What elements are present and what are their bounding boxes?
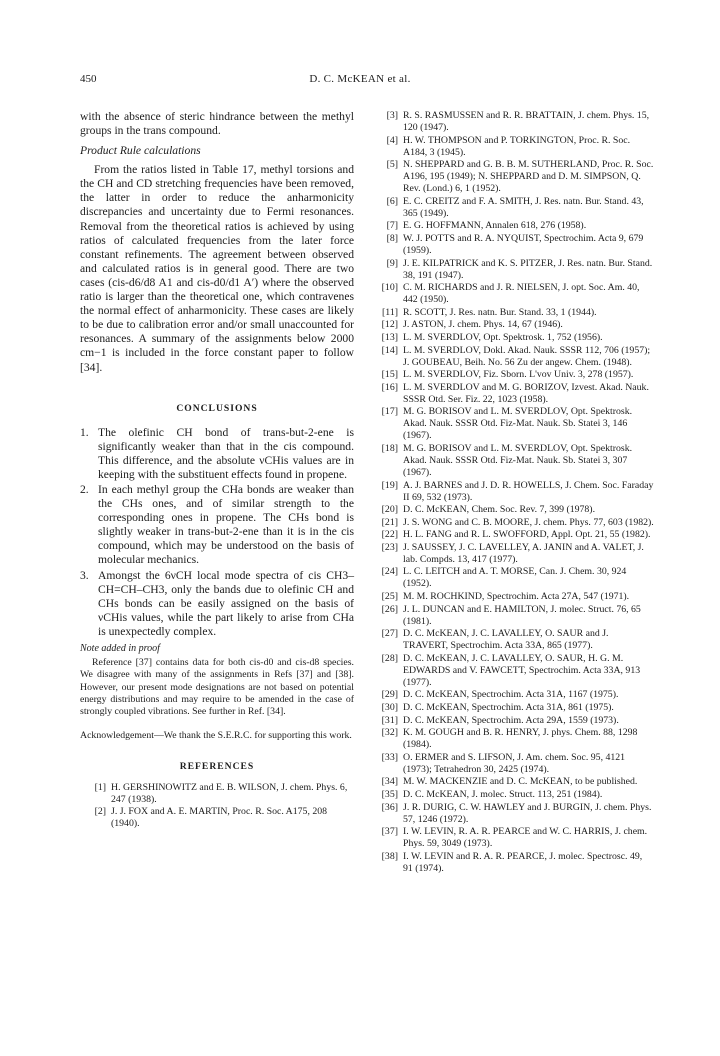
reference-item-text: J. R. DURIG, C. W. HAWLEY and J. BURGIN, J. chem. Phys. 57, 1246 (1972).: [403, 801, 652, 825]
reference-item-number: [8]: [386, 232, 398, 244]
reference-item-number: [36]: [381, 801, 398, 813]
intro-paragraph: with the absence of steric hindrance between the methyl groups in the trans compound.: [80, 110, 354, 138]
reference-item: [372, 789, 654, 801]
reference-item-number: [6]: [386, 195, 398, 207]
reference-item-text: D. C. McKEAN, Spectrochim. Acta 31A, 861 (1975).: [403, 702, 614, 714]
reference-item-number: [4]: [386, 134, 398, 146]
subsection-heading: Product Rule calculations: [80, 144, 201, 158]
reference-item: [372, 345, 654, 369]
reference-item-text: M. M. ROCHKIND, Spectrochim. Acta 27A, 547 (1971).: [403, 591, 630, 603]
reference-item-number: [35]: [381, 789, 398, 800]
conclusion-item: [80, 483, 354, 568]
reference-item-number: [32]: [381, 727, 398, 739]
reference-item: [80, 806, 354, 830]
reference-item-text: R. S. RASMUSSEN and R. R. BRATTAIN, J. chem. Phys. 15, 120 (1947).: [403, 110, 650, 133]
reference-item-text: L. M. SVERDLOV, Fiz. Sborn. L'vov Univ. 3, 278 (1957).: [403, 369, 634, 381]
reference-item-number: [12]: [381, 319, 398, 331]
reference-item: [372, 542, 654, 566]
reference-item-number: [20]: [381, 504, 398, 516]
reference-item-text: J. E. KILPATRICK and K. S. PITZER, J. Res. natn. Bur. Stand. 38, 191 (1947).: [403, 257, 653, 281]
reference-item: [372, 159, 654, 195]
reference-item-number: [16]: [381, 381, 398, 393]
reference-item: [372, 715, 654, 727]
conclusion-item-text: Amongst the 6νCH local mode spectra of cis CH3–CH=CH–CH3, only the bands due to olefinic CH and CHs bonds can be easily assigned on the basis of νCHis values, while the part likely to arise from CHa is unexpectedly complex.: [98, 568, 354, 638]
reference-item-number: [26]: [381, 603, 398, 615]
reference-item: [372, 504, 654, 516]
note-paragraph: Reference [37] contains data for both cis-d0 and cis-d8 species. We disagree with many of the assignments in Refs [37] and [38]. However, our present mode designations are not based on potential energy distributions and may require to be amended in the case of strongly coupled vibrations. See further in Ref. [34].: [80, 657, 354, 718]
reference-item-text: J. J. FOX and A. E. MARTIN, Proc. R. Soc. A175, 208 (1940).: [111, 806, 328, 830]
running-header: D. C. McKEAN et al.: [309, 73, 411, 85]
reference-item-text: K. M. GOUGH and B. R. HENRY, J. phys. Chem. 88, 1298 (1984).: [403, 727, 638, 751]
reference-item-text: R. SCOTT, J. Res. natn. Bur. Stand. 33, 1 (1944).: [403, 306, 597, 318]
reference-item-number: [21]: [381, 516, 398, 528]
product-rule-paragraph: From the ratios listed in Table 17, methyl torsions and the CH and CD stretching frequencies have been removed, the latter in order to reduce the anharmonicity discrepancies and uncertainty due to Fermi resonances. Removal from the theoretical ratios is achieved by using ratios of calculated frequencies from the later force constant refinements. The agreement between observed and calculated ratios is in general good. There are two cases (cis-d6/d8 A1 and cis-d0/d1 A′) where the observed ratio is larger than the theoretical one, which contravenes the normal effect of anharmonicity. These cases are likely to be due to calibration error and/or small unaccounted for resonances. A summary of the assignments below 2000 cm−1 is included in the force constant paper to follow [34].: [80, 163, 354, 374]
reference-item-number: [2]: [94, 806, 106, 818]
reference-item-number: [30]: [381, 702, 398, 714]
reference-item-text: J. S. WONG and C. B. MOORE, J. chem. Phys. 77, 603 (1982).: [403, 516, 654, 528]
reference-item: [372, 826, 654, 850]
references-list-right: [372, 110, 654, 875]
reference-item-number: [15]: [381, 369, 398, 381]
reference-item: [372, 332, 654, 344]
reference-item-text: L. C. LEITCH and A. T. MORSE, Can. J. Chem. 30, 924 (1952).: [403, 566, 627, 590]
reference-item: [372, 566, 654, 590]
reference-item: [372, 591, 654, 603]
reference-item-number: [27]: [381, 628, 398, 640]
reference-item-text: D. C. McKEAN, Spectrochim. Acta 29A, 1559 (1973).: [403, 714, 619, 726]
reference-item-number: [3]: [386, 110, 398, 121]
reference-item: [372, 529, 654, 541]
reference-item: [372, 851, 654, 875]
reference-item-number: [1]: [94, 781, 106, 793]
reference-item: [80, 782, 354, 806]
reference-item-text: D. C. McKEAN, J. C. LAVALLEY, O. SAUR and J. TRAVERT, Spectrochim. Acta 33A, 865 (1977).: [403, 628, 609, 652]
reference-item: [372, 319, 654, 331]
reference-item: [372, 406, 654, 442]
reference-item-text: J. L. DUNCAN and E. HAMILTON, J. molec. Struct. 76, 65 (1981).: [403, 603, 641, 627]
reference-item-number: [31]: [381, 714, 398, 726]
reference-item: [372, 776, 654, 788]
conclusions-list: [80, 426, 354, 639]
reference-item-text: L. M. SVERDLOV and M. G. BORIZOV, Izvest. Akad. Nauk. SSSR Otd. Ser. Fiz. 22, 1023 (1958).: [403, 381, 649, 405]
conclusion-item: [80, 569, 354, 639]
reference-item: [372, 653, 654, 689]
reference-item: [372, 382, 654, 406]
reference-item-text: D. C. McKEAN, J. molec. Struct. 113, 251 (1984).: [403, 789, 603, 800]
reference-item-text: E. C. CREITZ and F. A. SMITH, J. Res. natn. Bur. Stand. 43, 365 (1949).: [403, 195, 644, 219]
reference-item-text: L. M. SVERDLOV, Dokl. Akad. Nauk. SSSR 112, 706 (1957); J. GOUBEAU, Beih. No. 56 Zu der angew. Chem. (1948).: [403, 344, 651, 368]
page-number: 450: [80, 73, 97, 85]
conclusion-item-number: 1.: [80, 425, 89, 439]
reference-item-text: L. M. SVERDLOV, Opt. Spektrosk. 1, 752 (1956).: [403, 331, 603, 343]
reference-item-text: D. C. McKEAN, Chem. Soc. Rev. 7, 399 (1978).: [403, 504, 596, 516]
reference-item-text: N. SHEPPARD and G. B. B. M. SUTHERLAND, Proc. R. Soc. A196, 195 (1949); N. SHEPPARD and D. M. SIMPSON, Q. Rev. (Lond.) 6, 1 (1952).: [403, 159, 654, 195]
reference-item-number: [34]: [381, 776, 398, 788]
reference-item: [372, 258, 654, 282]
reference-item-text: E. G. HOFFMANN, Annalen 618, 276 (1958).: [403, 220, 587, 232]
conclusion-item: [80, 426, 354, 482]
reference-item-number: [13]: [381, 331, 398, 343]
reference-item-number: [10]: [381, 282, 398, 294]
reference-item-number: [33]: [381, 751, 398, 763]
left-column: [80, 110, 354, 831]
reference-item: [372, 727, 654, 751]
reference-item: [372, 233, 654, 257]
reference-item-number: [24]: [381, 566, 398, 578]
reference-item-text: M. W. MACKENZIE and D. C. McKEAN, to be published.: [403, 776, 638, 788]
reference-item: [372, 517, 654, 529]
reference-item-number: [29]: [381, 689, 398, 701]
reference-item-number: [7]: [386, 220, 398, 232]
reference-item: [372, 480, 654, 504]
reference-item-text: D. C. McKEAN, Spectrochim. Acta 31A, 1167 (1975).: [403, 689, 619, 701]
reference-item: [372, 369, 654, 381]
reference-item: [372, 220, 654, 232]
reference-item-number: [18]: [381, 442, 398, 454]
reference-item-text: H. GERSHINOWITZ and E. B. WILSON, J. chem. Phys. 6, 247 (1938).: [111, 781, 348, 805]
note-heading: Note added in proof: [80, 643, 160, 654]
reference-item: [372, 628, 654, 652]
reference-item: [372, 282, 654, 306]
right-column: [372, 110, 654, 875]
acknowledgement: Acknowledgement—We thank the S.E.R.C. for supporting this work.: [80, 730, 352, 742]
reference-item-number: [22]: [381, 529, 398, 541]
reference-item-number: [11]: [382, 306, 398, 318]
reference-item-text: I. W. LEVIN, R. A. R. PEARCE and W. C. HARRIS, J. chem. Phys. 59, 3049 (1973).: [403, 826, 648, 850]
reference-item-number: [25]: [381, 591, 398, 603]
conclusion-item-text: In each methyl group the CHa bonds are weaker than the CHs ones, and of similar strength to the corresponding ones in propene. The CHs bond is slightly weaker in trans-but-2-ene than it is in the cis compound, which may be understood on the basis of molecular mechanics.: [98, 482, 354, 567]
reference-item: [372, 689, 654, 701]
conclusion-item-number: 3.: [80, 568, 89, 582]
reference-item-number: [38]: [381, 850, 398, 862]
conclusions-heading: CONCLUSIONS: [176, 402, 258, 414]
reference-item-text: J. ASTON, J. chem. Phys. 14, 67 (1946).: [403, 319, 563, 331]
reference-item: [372, 752, 654, 776]
reference-item-number: [14]: [381, 344, 398, 356]
reference-item-text: O. ERMER and S. LIFSON, J. Am. chem. Soc. 95, 4121 (1973); Tetrahedron 30, 2425 (1974).: [403, 751, 626, 775]
reference-item-text: I. W. LEVIN and R. A. R. PEARCE, J. molec. Spectrosc. 49, 91 (1974).: [403, 850, 643, 874]
reference-item: [372, 110, 654, 134]
reference-item-text: J. SAUSSEY, J. C. LAVELLEY, A. JANIN and A. VALET, J. lab. Compds. 13, 417 (1977).: [403, 541, 644, 565]
reference-item: [372, 443, 654, 479]
reference-item: [372, 604, 654, 628]
reference-item-number: [19]: [381, 479, 398, 491]
references-list-left: [80, 782, 354, 831]
reference-item: [372, 702, 654, 714]
reference-item-number: [9]: [386, 257, 398, 269]
reference-item-text: H. W. THOMPSON and P. TORKINGTON, Proc. R. Soc. A184, 3 (1945).: [403, 134, 631, 158]
conclusion-item-text: The olefinic CH bond of trans-but-2-ene is significantly weaker than that in the cis compound. This difference, and the absolute νCHis values are in keeping with the substituent effects found in propene.: [98, 425, 354, 481]
reference-item: [372, 307, 654, 319]
reference-item-text: H. L. FANG and R. L. SWOFFORD, Appl. Opt. 21, 55 (1982).: [403, 529, 651, 541]
references-heading: REFERENCES: [179, 760, 255, 772]
reference-item-text: C. M. RICHARDS and J. R. NIELSEN, J. opt. Soc. Am. 40, 442 (1950).: [403, 282, 640, 306]
reference-item-number: [23]: [381, 541, 398, 553]
reference-item-number: [28]: [381, 652, 398, 664]
conclusion-item-number: 2.: [80, 482, 89, 496]
reference-item-text: W. J. POTTS and R. A. NYQUIST, Spectrochim. Acta 9, 679 (1959).: [403, 232, 644, 256]
reference-item: [372, 196, 654, 220]
reference-item-text: D. C. McKEAN, J. C. LAVALLEY, O. SAUR, H. G. M. EDWARDS and V. FAWCETT, Spectrochim. Acta 33A, 913 (1977).: [403, 652, 641, 688]
reference-item-number: [17]: [381, 406, 398, 418]
reference-item-text: M. G. BORISOV and L. M. SVERDLOV, Opt. Spektrosk. Akad. Nauk. SSSR Otd. Fiz-Mat. Nauk. Sb. Statei 3, 307 (1967).: [403, 442, 633, 478]
reference-item: [372, 135, 654, 159]
reference-item: [372, 802, 654, 826]
reference-item-number: [5]: [386, 159, 398, 171]
reference-item-number: [37]: [381, 826, 398, 838]
reference-item-text: A. J. BARNES and J. D. R. HOWELLS, J. Chem. Soc. Faraday II 69, 532 (1973).: [403, 479, 654, 503]
reference-item-text: M. G. BORISOV and L. M. SVERDLOV, Opt. Spektrosk. Akad. Nauk. SSSR Otd. Fiz-Mat. Nauk. Sb. Statei 3, 146 (1967).: [403, 406, 633, 442]
